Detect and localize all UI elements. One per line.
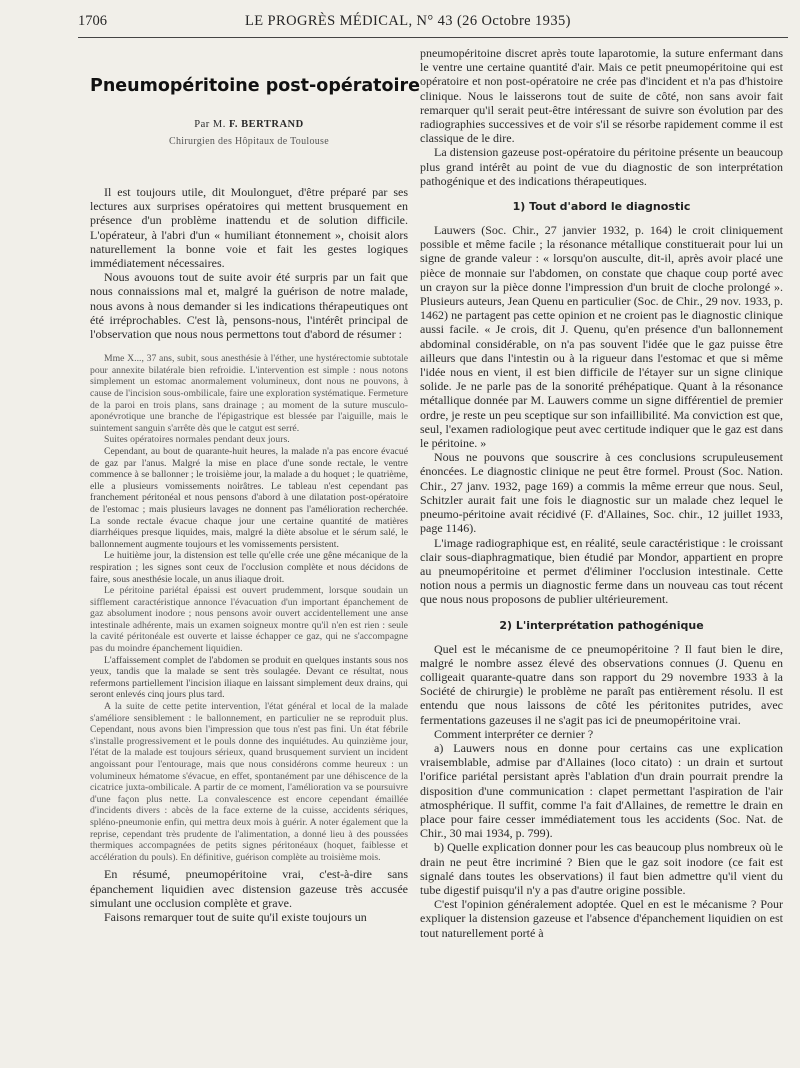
section-heading-pathogenic: 2) L'interprétation pathogénique bbox=[499, 618, 704, 632]
paragraph: En résumé, pneumopéritoine vrai, c'est-à-dire sans épanchement liquidien avec distension gazeuse très accusée simulant une occlusion complète et grave. bbox=[90, 867, 408, 910]
paragraph: A la suite de cette petite intervention, l'état général et local de la malade s'améliore sensiblement : le ballonnement, en particulier ne se reproduit plus. Cependant, nous avons bien l'impression que tous n'est pas fini. Un état fébrile s'installe progressivement et le pouls donne des inquiétudes. Au quinzième jour, l'état de la malade est toujours sérieux, quand brusquement survient un incident angoissant pour l'entourage, mais que nous considérons comme heureux : un volumineux hématome s'évacue, en effet, spontanément par une déhiscence de la cicatrice juxta-ombilicale. A partir de ce moment, l'amélioration va se poursuivre d'une façon plus nette. La convalescence est encore cependant émaillée d'incidents divers : abcès de la face externe de la cuisse, accidents sériques, spléno-pneumonie enfin, qui mettra deux mois à guérir. A noter également que la reprise, cependant très prudente de l'alimentation, a donné lieu à des poussées thermiques accompagnées de petits signes péritonéaux (hoquet, faiblesse et accélération du pouls). En définitive, guérison complète au troisième mois. bbox=[90, 701, 408, 863]
paragraph: Suites opératoires normales pendant deux jours. bbox=[104, 434, 290, 446]
paragraph: Nous avouons tout de suite avoir été surpris par un fait que nous connaissions mal et, malgré la guérison de notre malade, nous avons à nous demander si les indications thérapeutiques ont été irréprochables. C'est là, pensons-nous, l'intérêt principal de l'observation que nous nous permettons tout d'abord de résumer : bbox=[90, 270, 408, 342]
paragraph: L'affaissement complet de l'abdomen se produit en quelques instants sous nos yeux, tandis que la malade se sent très soulagée. Devant ce résultat, nous refermons partiellement l'incision iliaque en laissant simplement deux drains, qui seront enlevés cinq jours plus tard. bbox=[90, 654, 408, 701]
author-line bbox=[90, 119, 408, 130]
section-heading-diagnostic: 1) Tout d'abord le diagnostic bbox=[512, 200, 691, 214]
paragraph: Quel est le mécanisme de ce pneumopéritoine ? Il faut bien le dire, malgré le nombre assez élevé des observations connues (J. Quenu en colligeait quarante-quatre dans son rapport du 29 novembre 1933 à la Société de chirurgie) le problème ne paraît pas entièrement résolu. Il est entendu que nous laissons de côté les péritonites putrides, avec fermentations gazeuses il ne s'agit pas ici de pneumopéritoine vrai. bbox=[420, 641, 783, 727]
paragraph: Il est toujours utile, dit Moulonguet, d'être préparé par ses lectures aux surprises opératoires qui mettent brusquement en présence d'un problème inattendu et de solution difficile. L'opérateur, à l'abri d'un « humiliant étonnement », choisit alors naturellement la bonne voie et fait les gestes logiques immédiatement nécessaires. bbox=[90, 185, 408, 271]
paragraph: Cependant, au bout de quarante-huit heures, la malade n'a pas encore évacué de gaz par l'anus. Malgré la mise en place d'une sonde rectale, le ventre commence à se ballonner ; le troisième jour, la malade a du hoquet ; le quatrième, elle a plusieurs vomissements noirâtres. Le tableau n'est cependant pas franchement péritonéal et nous pensons d'abord à une dilatation post-opératoire de l'estomac ; mais plusieurs lavages ne donnent pas l'amélioration recherchée. La sonde rectale évacue chaque jour une certaine quantité de matières diarrhéiques presque liquides, mais, malgré la diète absolue et le sérum salé, le ballonnement augmente toujours et les vomissements persistent. bbox=[90, 445, 408, 550]
paragraph: Lauwers (Soc. Chir., 27 janvier 1932, p. 164) le croit cliniquement possible et même facile ; la résonance métallique constituerait pour lui un signe de grande valeur : « lorsqu'on ausculte, dit-il, après avoir placé une pièce de monnaie sur l'abdomen, on constate que chaque coup porté avec un crayon sur la pièce donne l'impression d'un bruit de cloche prolongé ». Plusieurs auteurs, Jean Quenu en particulier (Soc. de Chir., 29 nov. 1933, p. 1462) ne partagent pas cette opinion et ne croient pas le diagnostic clinique aussi facile. « Je crois, dit J. Quenu, qu'en présence d'un ballonnement abdominal considérable, on n'a pas souvent l'idée que le gaz puisse être ailleurs que dans l'intestin ou à la rigueur dans l'estomac et que si même l'idée nous en vient, il est bien difficile de l'étayer sur un signe clinique solide. Je ne parle pas de la sonorité préhépatique. Quant à la résonance métallique donnée par M. Lauwers comme un signe différentiel de premier ordre, je reste un peu sceptique sur son infaillibilité. Ma conviction est que, seul, l'examen radiologique peut avec certitude indiquer que le gaz est dans le péritoine. » bbox=[420, 223, 783, 451]
right-column bbox=[420, 46, 783, 940]
author-name: F. BERTRAND bbox=[228, 119, 304, 130]
section-pathogenic bbox=[420, 642, 783, 940]
header-rule bbox=[78, 37, 788, 38]
journal-title: LE PROGRÈS MÉDICAL, N° 43 (26 Octobre 1935) bbox=[245, 13, 571, 29]
paragraph: Faisons remarquer tout de suite qu'il existe toujours un bbox=[104, 909, 367, 924]
running-header bbox=[78, 13, 785, 35]
paragraph: Nous ne pouvons que souscrire à ces conclusions scrupuleusement énoncées. Le diagnostic clinique ne peut être formel. Proust (Soc. Nation. Chir., 27 janv. 1932, page 169) a commis la même erreur que nous. Seul, Schitzler aurait fait une fois le diagnostic sur un malade chez lequel le pneumo-péritoine avait récidivé (F. d'Allaines, Soc. chir., 12 juillet 1933, page 1146). bbox=[420, 450, 783, 536]
summary-text bbox=[90, 867, 408, 924]
paragraph: L'image radiographique est, en réalité, seule caractéristique : le croissant clair sous-diaphragmatique, bien étudié par Mondor, appartient en propre au pneumopéritoine et permet d'éliminer l'occlusion intestinale. Cette notion nous a permis un diagnostic ferme dans un nouveau cas tout récent que nous nous proposons de publier ultérieurement. bbox=[420, 535, 783, 607]
paragraph: C'est l'opinion généralement adoptée. Quel en est le mécanisme ? Pour expliquer la distension gazeuse et l'absence d'épanchement liquidien on est tout naturellement porté à bbox=[420, 897, 783, 940]
paragraph: a) Lauwers nous en donne pour certains cas une explication vraisemblable, admise par d'Allaines (loco citato) : un drain et surtout l'orifice pariétal persistant après l'ablation d'un drain pourrait prendre la disposition d'une communication : clapet permettant l'aspiration de l'air atmosphérique. Il suffit, comme l'a fait d'Allaines, de remettre le drain en place pour faire cesser immédiatement tous les accidents (Soc. Nat. de Chir., 30 mai 1934, p. 799). bbox=[420, 740, 783, 841]
paragraph: pneumopéritoine discret après toute laparotomie, la suture enfermant dans le ventre une certaine quantité d'air. Mais ce petit pneumopéritoine qui est opératoire et non post-opératoire ne crée pas d'incident et n'a pas d'histoire clinique. Nous le laisserons tout de suite de côté, non sans avoir fait remarquer qu'il serait peut-être intéressant de suivre son évolution par des radiographies successives et de voir s'il se résorbe rapidement comme il est classique de le dire. bbox=[420, 46, 783, 146]
paragraph: La distension gazeuse post-opératoire du péritoine présente un beaucoup plus grand intérêt au point de vue du diagnostic de son interprétation pathogénique et des indications thérapeutiques. bbox=[420, 145, 783, 188]
paragraph: Le péritoine pariétal épaissi est ouvert prudemment, lorsque soudain un sifflement caractéristique annonce l'évacuation d'un important épanchement de gaz absolument inodore ; nous pensons avoir ouvert accidentellement une anse intestinale adhérente, mais un examen soigneux montre qu'il n'en est rien : seule la cavité péritonéale est ouverte et laisse échapper ce gaz, qui ne s'accompagne pas du moindre épanchement liquidien. bbox=[90, 585, 408, 655]
left-column bbox=[90, 46, 421, 924]
case-report bbox=[90, 353, 408, 863]
page-number: 1706 bbox=[78, 13, 107, 29]
paragraph: Comment interpréter ce dernier ? bbox=[434, 726, 594, 741]
article-title: Pneumopéritoine post-opératoire bbox=[90, 76, 421, 96]
right-intro bbox=[420, 46, 783, 188]
paragraph: Mme X..., 37 ans, subit, sous anesthésie à l'éther, une hystérectomie subtotale pour annexite bilatérale bien refroidie. L'intervention est simple : nous notons simplement un estomac anormalement volumineux, dont nous ne pouvons, à cause de l'incision sous-ombilicale, faire une exploration systématique. Fermeture de la paroi en trois plans, sans drainage ; au moment de la suture musculo-aponévrotique une branche de l'épigastrique est blessée par l'aiguille, mais le suintement sanguin s'arrête dès que le catgut est serré. bbox=[90, 353, 408, 434]
section-diagnostic bbox=[420, 223, 783, 606]
author-affiliation: Chirurgien des Hôpitaux de Toulouse bbox=[169, 136, 329, 147]
paragraph: b) Quelle explication donner pour les cas beaucoup plus nombreux où le drain ne peut être incriminé ? Bien que le gaz soit inodore (ce fait est signalé dans toutes les observations) il faut bien admettre qu'il vient du tube digestif puisqu'il n'y a pas d'autre origine possible. bbox=[420, 840, 783, 897]
author-prefix: Par M. bbox=[194, 119, 226, 130]
paragraph: Le huitième jour, la distension est telle qu'elle crée une gêne mécanique de la respiration ; les signes sont ceux de l'occlusion complète et nous décidons de faire, sous anesthésie locale, un anus iliaque droit. bbox=[90, 550, 408, 585]
intro-text bbox=[90, 185, 408, 341]
